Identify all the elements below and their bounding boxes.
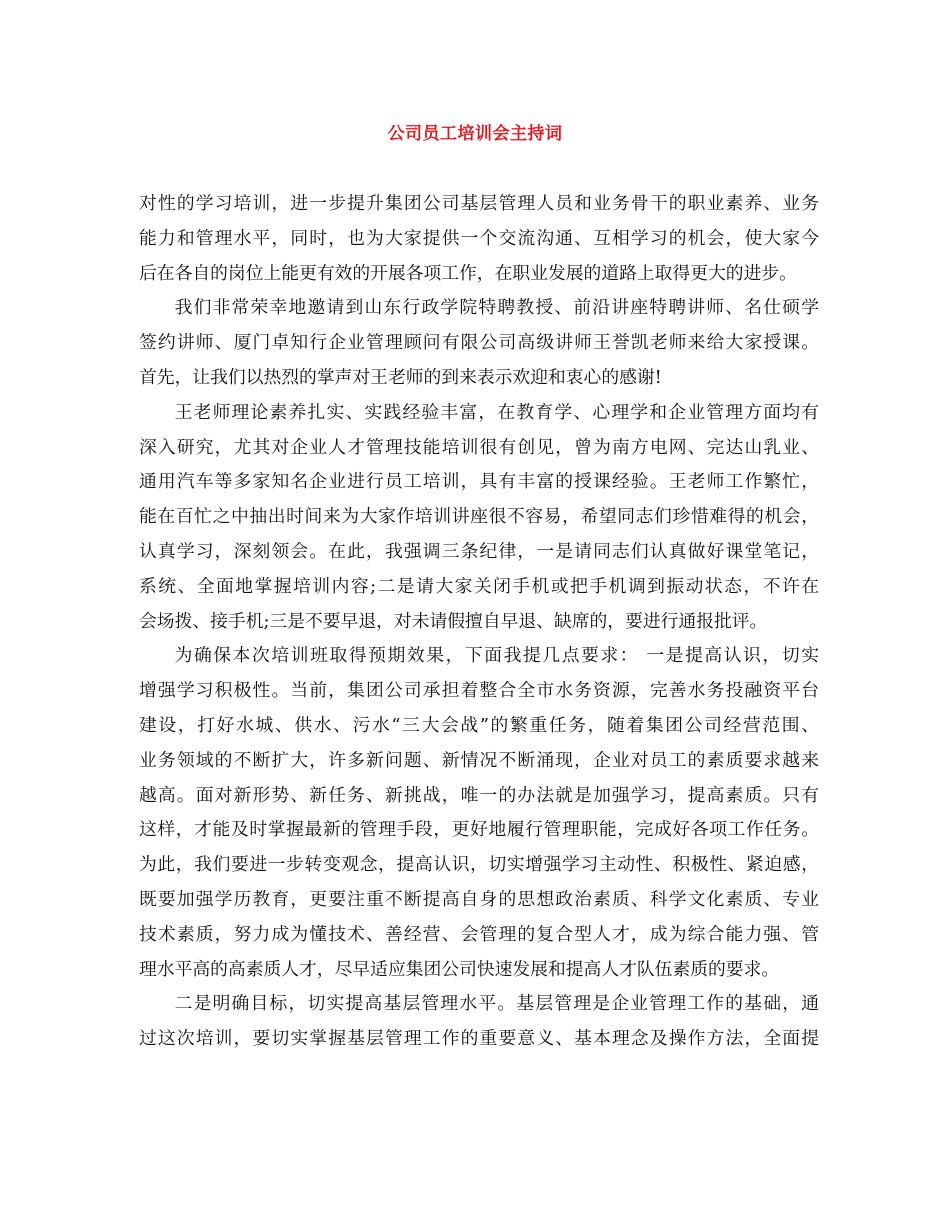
paragraph-line: 越高。面对新形势、新任务、新挑战，唯一的办法就是加强学习，提高素质。只有 — [139, 784, 819, 806]
paragraph-line: 技术素质，努力成为懂技术、善经营、会管理的复合型人才，成为综合能力强、管 — [139, 923, 819, 945]
paragraph-line: 理水平高的高素质人才，尽早适应集团公司快速发展和提高人才队伍素质的要求。 — [139, 958, 780, 980]
paragraph-line: 后在各自的岗位上能更有效的开展各项工作，在职业发展的道路上取得更大的进步。 — [139, 262, 797, 284]
paragraph-line: 王老师理论素养扎实、实践经验丰富，在教育学、心理学和企业管理方面均有 — [174, 401, 819, 423]
paragraph-line: 为此，我们要进一步转变观念，提高认识，切实增强学习主动性、积极性、紧迫感， — [139, 854, 819, 876]
paragraph-line: 首先，让我们以热烈的掌声对王老师的到来表示欢迎和衷心的感谢! — [139, 366, 662, 388]
paragraph-line: 为确保本次培训班取得预期效果，下面我提几点要求： 一是提高认识，切实 — [174, 645, 819, 667]
page-title: 公司员工培训会主持词 — [387, 124, 563, 144]
paragraph-line: 这样，才能及时掌握最新的管理手段，更好地履行管理职能，完成好各项工作任务。 — [139, 819, 819, 841]
paragraph-line: 深入研究，尤其对企业人才管理技能培训很有创见，曾为南方电网、完达山乳业、 — [139, 436, 819, 458]
document-body — [139, 187, 819, 1057]
paragraph-line: 能在百忙之中抽出时间来为大家作培训讲座很不容易，希望同志们珍惜难得的机会， — [139, 506, 819, 528]
paragraph-line: 会场拨、接手机;三是不要早退，对未请假擅自早退、缺席的，要进行通报批评。 — [139, 610, 768, 632]
paragraph-line: 对性的学习培训，进一步提升集团公司基层管理人员和业务骨干的职业素养、业务 — [139, 193, 819, 214]
paragraph-line: 建设，打好水城、供水、污水“三大会战”的繁重任务，随着集团公司经营范围、 — [139, 714, 819, 736]
paragraph-line: 签约讲师、厦门卓知行企业管理顾问有限公司高级讲师王誉凯老师来给大家授课。 — [139, 332, 819, 354]
paragraph-line: 增强学习积极性。当前，集团公司承担着整合全市水务资源，完善水务投融资平台 — [139, 680, 819, 702]
paragraph-line: 认真学习，深刻领会。在此，我强调三条纪律，一是请同志们认真做好课堂笔记， — [139, 540, 819, 562]
paragraph-line: 业务领域的不断扩大，许多新问题、新情况不断涌现，企业对员工的素质要求越来 — [139, 749, 819, 771]
paragraph-line: 我们非常荣幸地邀请到山东行政学院特聘教授、前沿讲座特聘讲师、名仕硕学 — [174, 297, 819, 319]
paragraph-line: 二是明确目标，切实提高基层管理水平。基层管理是企业管理工作的基础，通 — [174, 993, 819, 1015]
paragraph-line: 通用汽车等多家知名企业进行员工培训，具有丰富的授课经验。王老师工作繁忙， — [139, 471, 819, 493]
paragraph-line: 过这次培训，要切实掌握基层管理工作的重要意义、基本理念及操作方法，全面提 — [139, 1028, 819, 1050]
paragraph-line: 系统、全面地掌握培训内容;二是请大家关闭手机或把手机调到振动状态，不许在 — [139, 575, 819, 597]
paragraph-line: 既要加强学历教育，更要注重不断提高自身的思想政治素质、科学文化素质、专业 — [139, 888, 819, 910]
paragraph-line: 能力和管理水平，同时，也为大家提供一个交流沟通、互相学习的机会，使大家今 — [139, 227, 819, 249]
